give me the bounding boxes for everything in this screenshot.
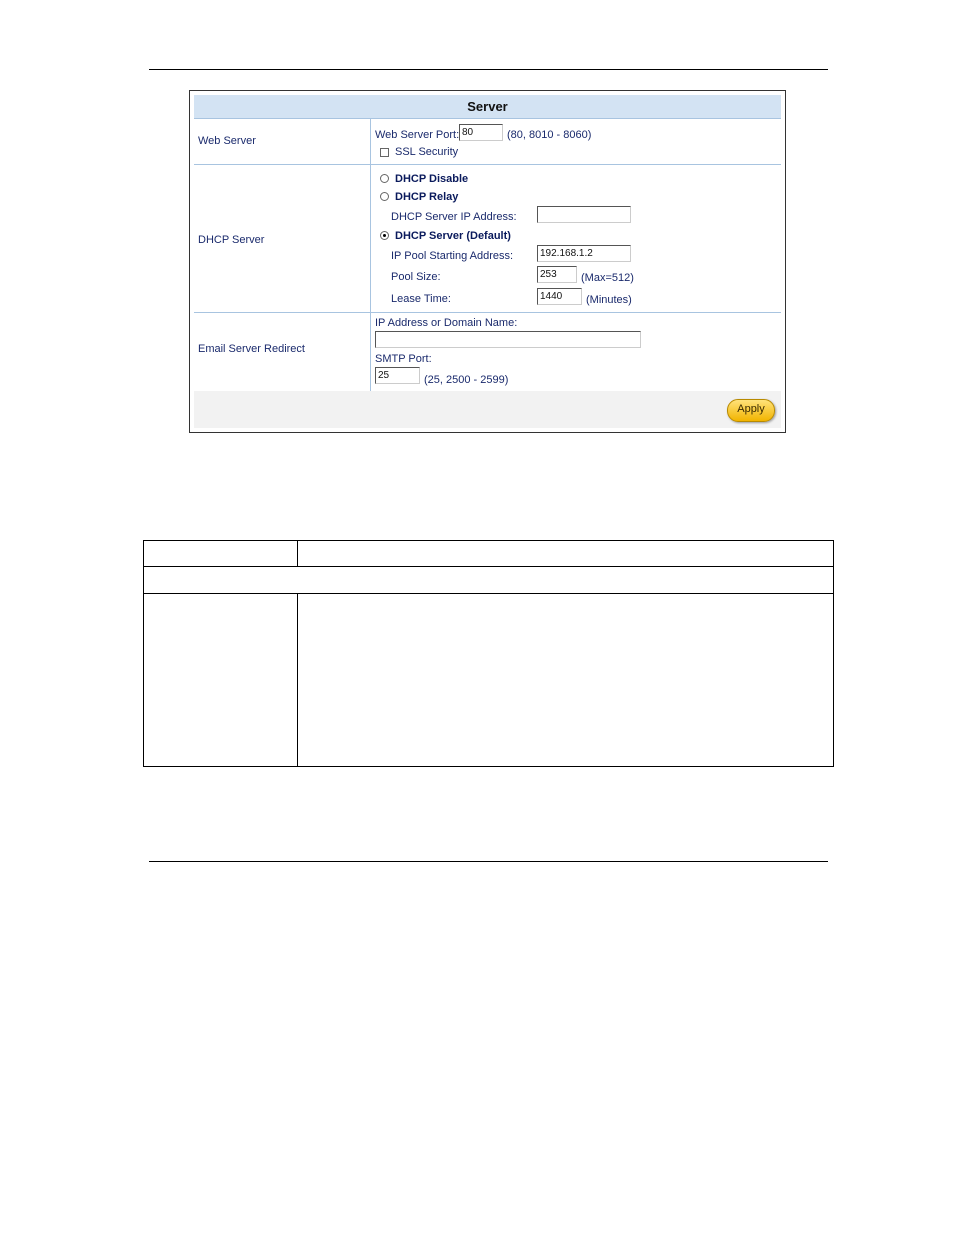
dhcp-relay-label: DHCP Relay [395, 191, 459, 203]
lease-time-input[interactable] [537, 288, 582, 305]
panel-title: Server [194, 95, 781, 119]
pool-size-hint: (Max=512) [581, 272, 634, 284]
dhcp-relay-ip-label: DHCP Server IP Address: [391, 211, 517, 223]
ip-pool-start-label: IP Pool Starting Address: [391, 250, 514, 262]
lease-time-label: Lease Time: [391, 293, 451, 305]
lease-time-hint: (Minutes) [586, 294, 632, 306]
dhcp-disable-label: DHCP Disable [395, 173, 469, 185]
email-ip-domain-label: IP Address or Domain Name: [375, 317, 518, 329]
apply-button[interactable]: Apply [727, 399, 775, 422]
dhcp-server-default-label: DHCP Server (Default) [395, 230, 511, 242]
web-server-label: Web Server [198, 135, 256, 147]
pool-size-label: Pool Size: [391, 271, 441, 283]
description-table [143, 540, 834, 767]
smtp-port-input[interactable] [375, 367, 420, 384]
email-ip-domain-input[interactable] [375, 331, 641, 348]
smtp-port-label: SMTP Port: [375, 353, 432, 365]
ssl-security-checkbox[interactable] [380, 148, 389, 157]
footer-rule [149, 861, 828, 862]
ip-pool-start-input[interactable] [537, 245, 631, 262]
web-server-port-hint: (80, 8010 - 8060) [507, 129, 592, 141]
email-redirect-row [194, 313, 781, 392]
web-server-port-input[interactable] [459, 124, 503, 141]
dhcp-relay-radio[interactable] [380, 192, 389, 201]
dhcp-disable-radio[interactable] [380, 174, 389, 183]
table-divider [144, 566, 833, 567]
table-divider [144, 593, 833, 594]
header-rule [149, 69, 828, 70]
pool-size-input[interactable] [537, 266, 577, 283]
apply-row [194, 391, 781, 428]
dhcp-server-row [194, 165, 781, 313]
table-divider [297, 541, 298, 567]
email-redirect-label: Email Server Redirect [198, 343, 305, 355]
ssl-security-label: SSL Security [395, 146, 459, 158]
dhcp-relay-ip-input[interactable] [537, 206, 631, 223]
dhcp-server-radio[interactable] [380, 231, 389, 240]
web-server-port-label: Web Server Port: [375, 129, 460, 141]
table-divider [297, 593, 298, 767]
web-server-row [194, 119, 781, 165]
dhcp-server-label: DHCP Server [198, 234, 265, 246]
smtp-port-hint: (25, 2500 - 2599) [424, 374, 509, 386]
server-settings-panel [189, 90, 786, 433]
